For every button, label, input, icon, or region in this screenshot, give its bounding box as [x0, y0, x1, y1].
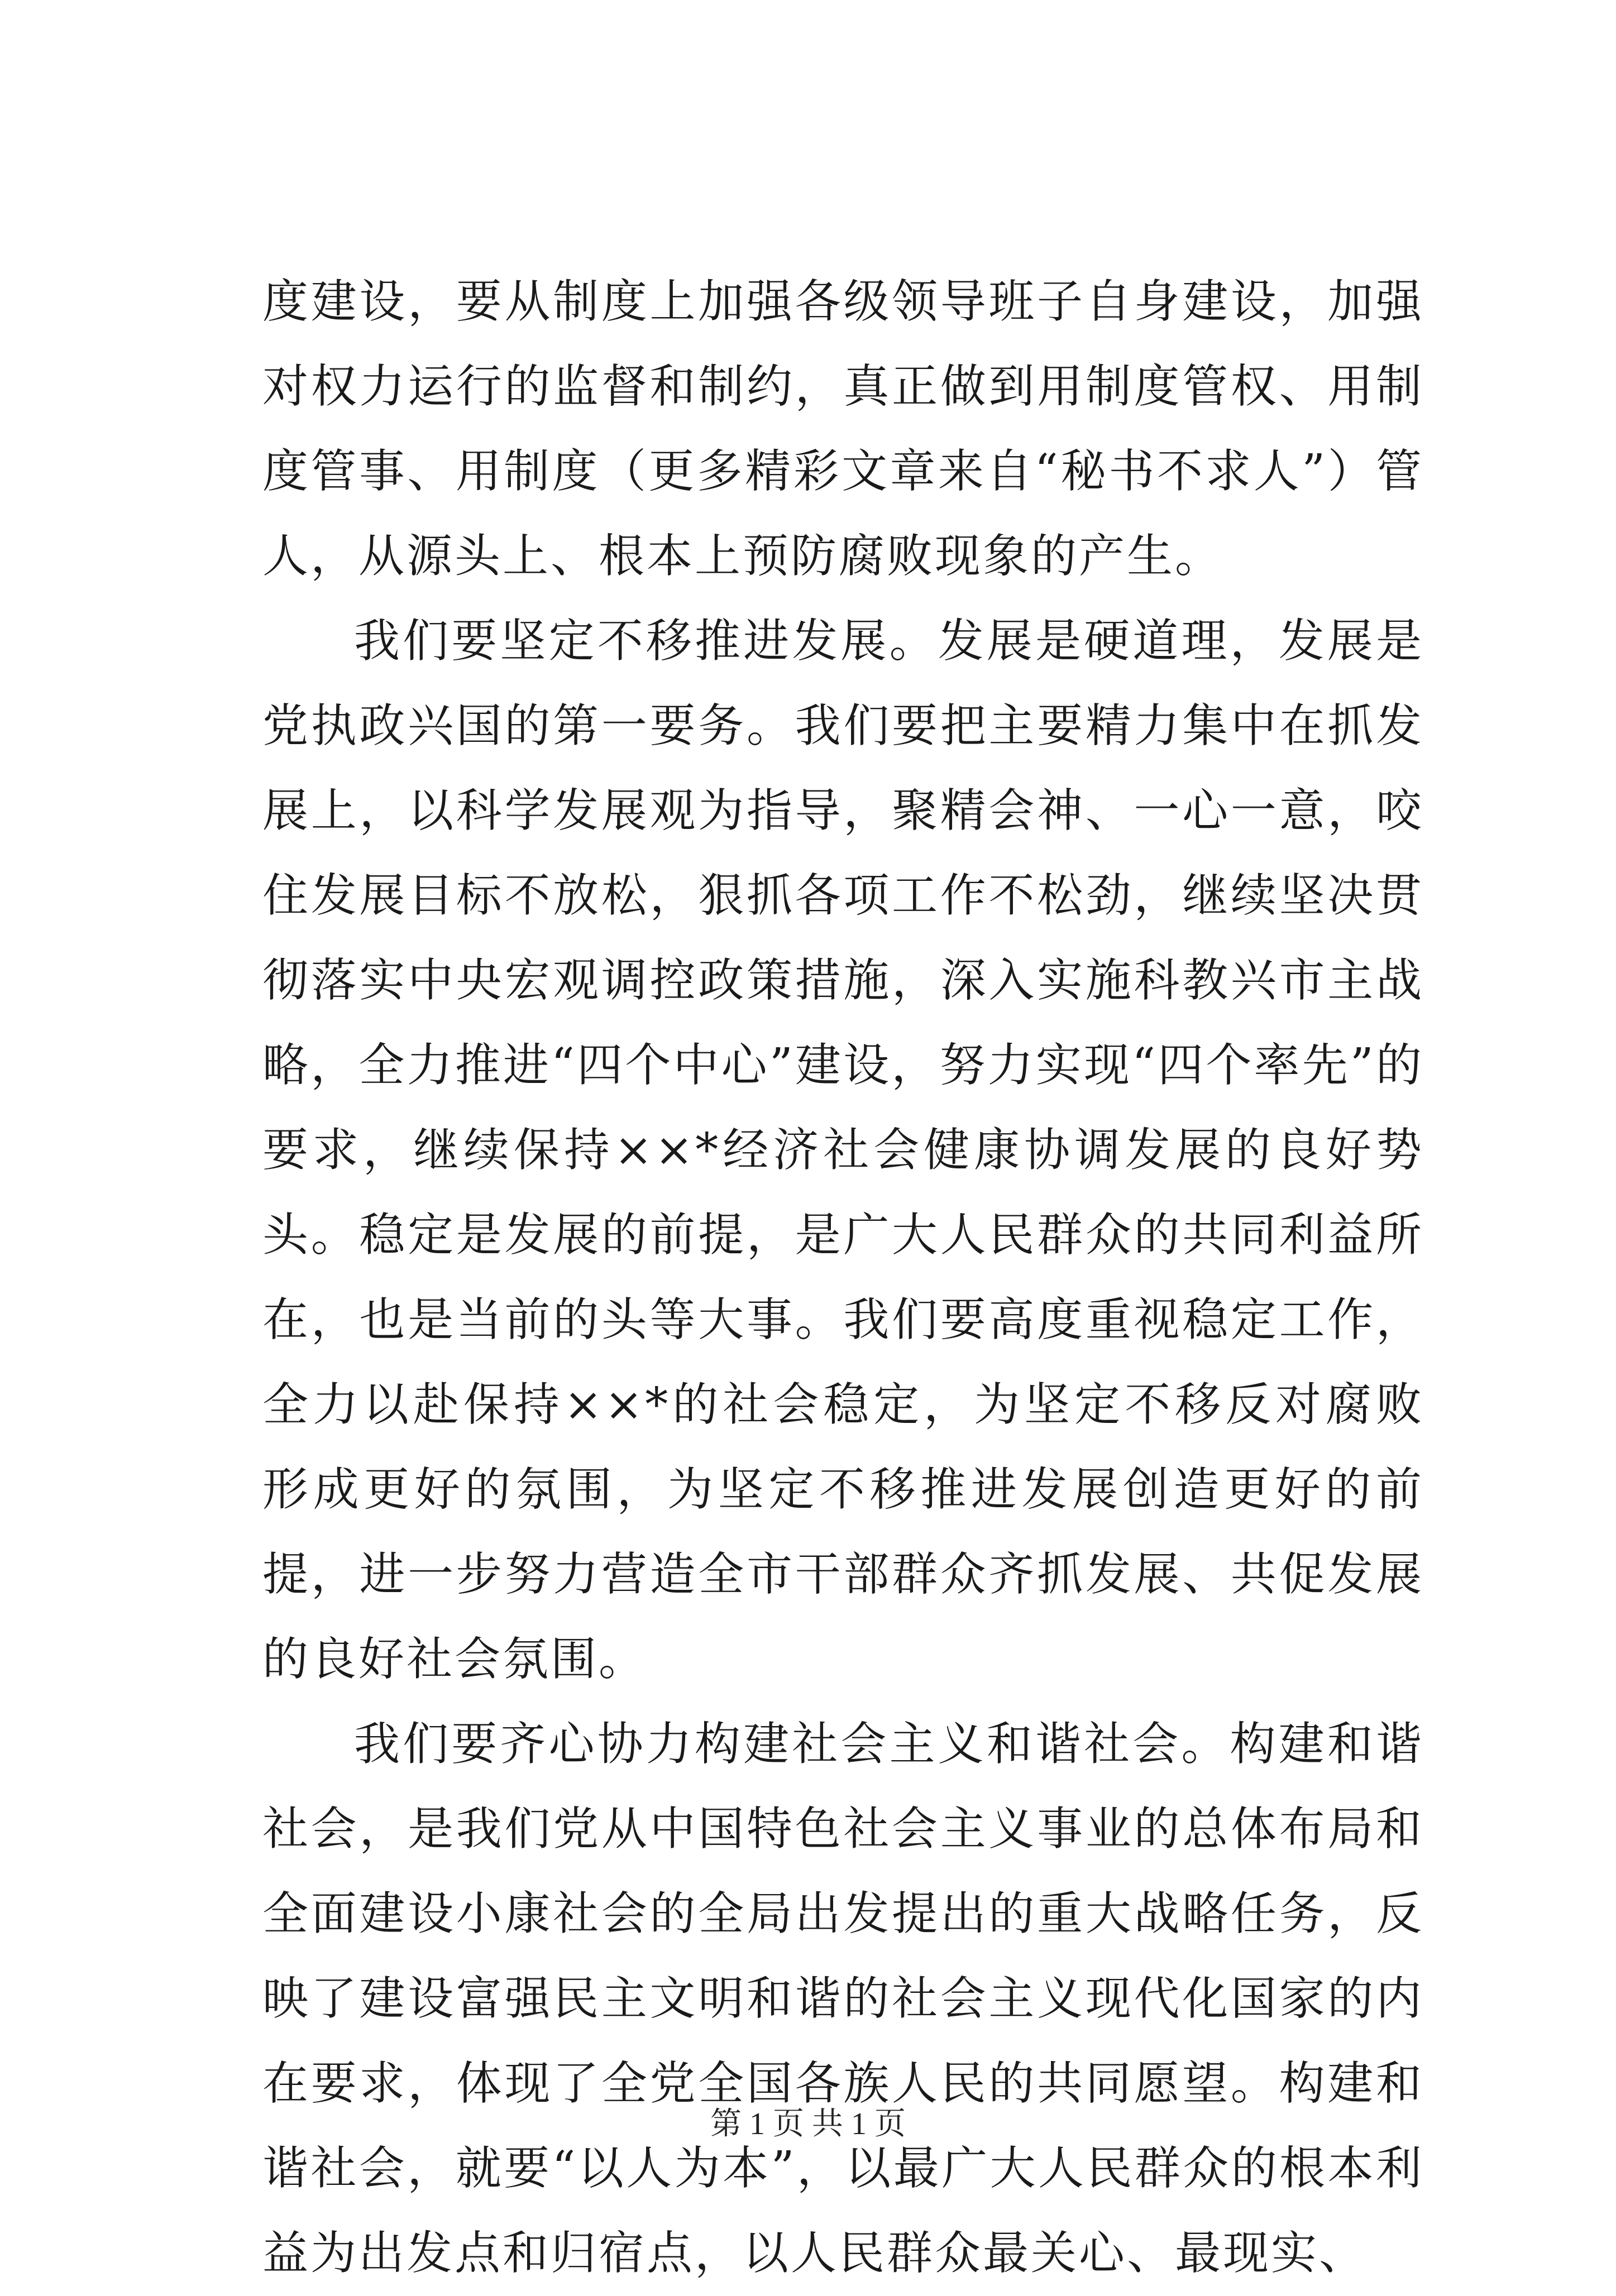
- paragraph-1: 度建设，要从制度上加强各级领导班子自身建设，加强对权力运行的监督和制约，真正做到用制度管权、用制度管事、用制度（更多精彩文章来自“秘书不求人”）管人，从源头上、根本上预防腐败现象的产生。: [262, 275, 1424, 583]
- paragraph-2: 我们要坚定不移推进发展。发展是硬道理，发展是党执政兴国的第一要务。我们要把主要精力集中在抓发展上，以科学发展观为指导，聚精会神、一心一意，咬住发展目标不放松，狠抓各项工作不松劲，继续坚决贯彻落实中央宏观调控政策措施，深入实施科教兴市主战略，全力推进“四个中心”建设，努力实现“四个率先”的要求，继续保持××*经济社会健康协调发展的良好势头。稳定是发展的前提，是广大人民群众的共同利益所在，也是当前的头等大事。我们要高度重视稳定工作，全力以赴保持××*的社会稳定，为坚定不移反对腐败形成更好的氛围，为坚定不移推进发展创造更好的前提，进一步努力营造全市干部群众齐抓发展、共促发展的良好社会氛围。: [262, 615, 1424, 1686]
- page-footer: 第 1 页 共 1 页: [710, 2107, 906, 2141]
- document-body: [262, 260, 1424, 2296]
- paragraph-3: 我们要齐心协力构建社会主义和谐社会。构建和谐社会，是我们党从中国特色社会主义事业的总体布局和全面建设小康社会的全局出发提出的重大战略任务，反映了建设富强民主文明和谐的社会主义现代化国家的内在要求，体现了全党全国各族人民的共同愿望。构建和谐社会，就要“以人为本”，以最广大人民群众的根本利益为出发点和归宿点，以人民群众最关心、最现实、: [262, 1718, 1424, 2280]
